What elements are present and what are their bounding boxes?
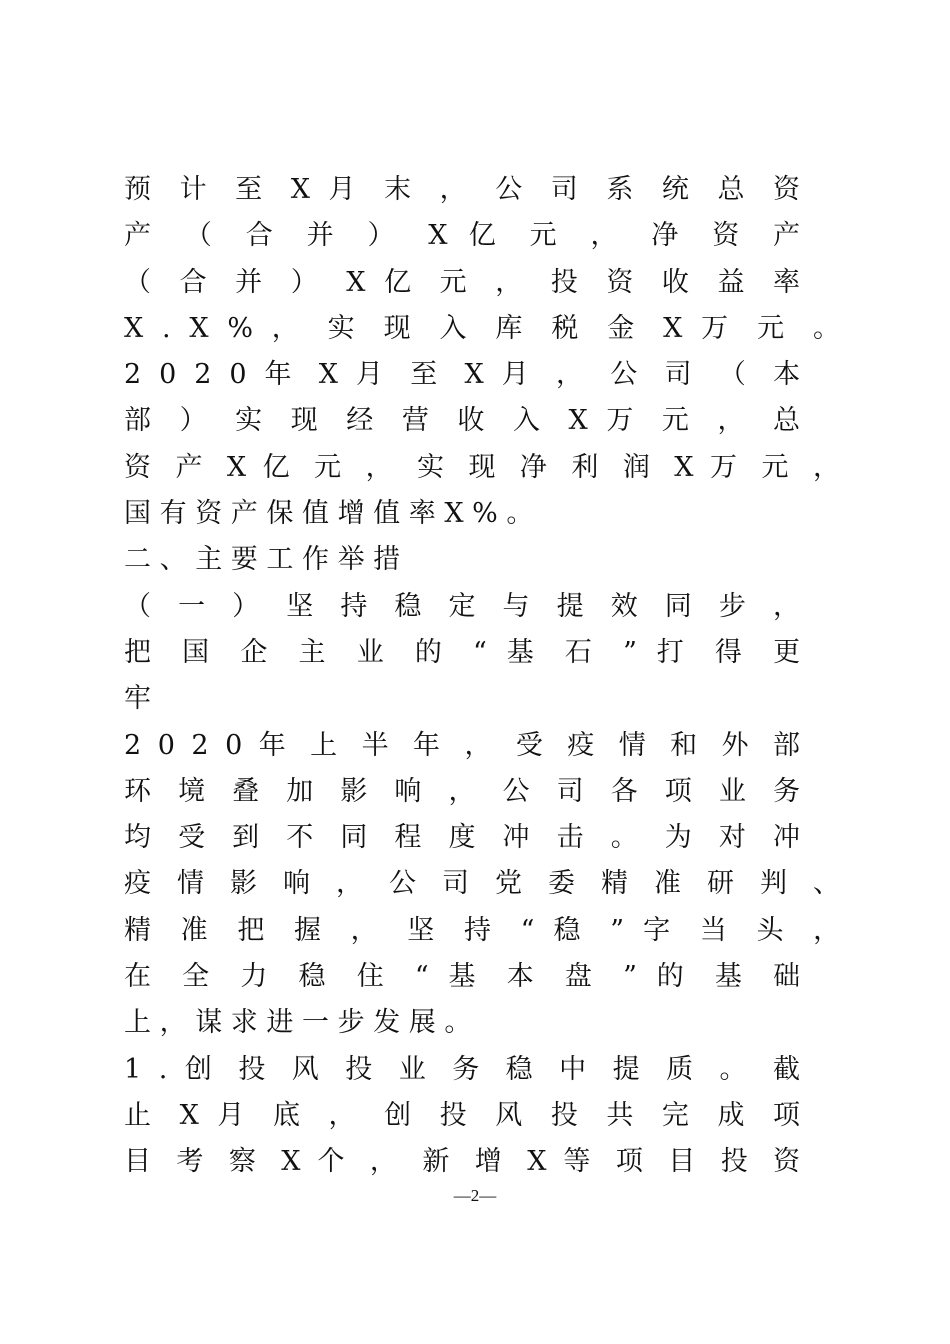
- text-line: 2 0 2 0 年 上 半 年 ， 受 疫 情 和 外 部: [124, 729, 800, 761]
- text-line: 止 X 月 底 ， 创 投 风 投 共 完 成 项: [124, 1099, 800, 1131]
- text-line: （ 合 并 ） X 亿 元 ， 投 资 收 益 率: [124, 266, 800, 298]
- text-line: 资 产 X 亿 元 ， 实 现 净 利 润 X 万 元 ，: [124, 451, 840, 483]
- section-heading: 二 、 主 要 工 作 举 措: [124, 544, 401, 576]
- text-line: 1 . 创 投 风 投 业 务 稳 中 提 质 。 截: [124, 1053, 800, 1085]
- text-line: 2 0 2 0 年 X 月 至 X 月 ， 公 司 （ 本: [124, 359, 801, 391]
- body-text: [124, 167, 841, 1186]
- text-line: 在 全 力 稳 住 “ 基 本 盘 ” 的 基 础: [124, 961, 801, 993]
- page-number: —2—: [453, 1186, 497, 1205]
- subsection-heading: 把 国 企 主 业 的 “ 基 石 ” 打 得 更: [124, 636, 801, 668]
- text-line: 目 考 察 X 个 ， 新 增 X 等 项 目 投 资: [124, 1146, 801, 1178]
- text-line: 均 受 到 不 同 程 度 冲 击 。 为 对 冲: [124, 822, 800, 854]
- text-line: 国 有 资 产 保 值 增 值 率 X % 。: [124, 498, 534, 530]
- text-line: 环 境 叠 加 影 响 ， 公 司 各 项 业 务: [124, 775, 800, 807]
- text-line: 精 准 把 握 ， 坚 持 “ 稳 ” 字 当 头 ，: [124, 914, 841, 946]
- text-line: 产 （ 合 并 ） X 亿 元 ， 净 资 产: [124, 220, 801, 252]
- text-line: 部 ） 实 现 经 营 收 入 X 万 元 ， 总: [124, 405, 800, 437]
- subsection-heading: （ 一 ） 坚 持 稳 定 与 提 效 同 步 ，: [124, 590, 800, 622]
- text-line: 上 ， 谋 求 进 一 步 发 展 。: [124, 1007, 472, 1039]
- text-line: X . X % ， 实 现 入 库 税 金 X 万 元 。: [124, 312, 840, 344]
- subsection-heading: 牢: [124, 683, 151, 715]
- text-line: 疫 情 影 响 ， 公 司 党 委 精 准 研 判 、: [124, 868, 840, 900]
- text-line: 预 计 至 X 月 末 ， 公 司 系 统 总 资: [124, 174, 800, 205]
